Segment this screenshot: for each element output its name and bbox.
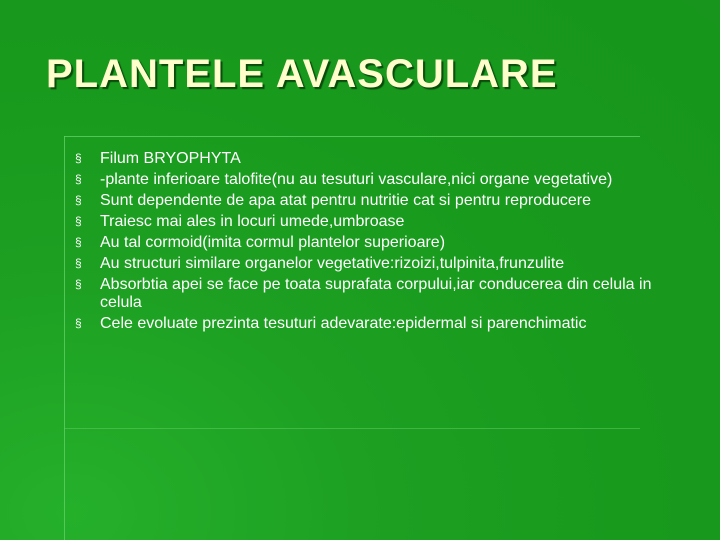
bullet-icon: § <box>75 172 82 186</box>
bullet-item <box>75 234 695 252</box>
bullet-item <box>75 255 695 273</box>
bullet-text: Sunt dependente de apa atat pentru nutritie cat si pentru reproducere <box>100 192 592 209</box>
bullet-text: Filum BRYOPHYTA <box>100 150 241 167</box>
bullet-item <box>75 213 695 231</box>
bullet-text: Au structuri similare organelor vegetative:rizoizi,tulpinita,frunzulite <box>100 255 565 272</box>
bullet-item <box>75 315 695 333</box>
bullet-text: Traiesc mai ales in locuri umede,umbroase <box>100 213 405 230</box>
bullet-text: Au tal cormoid(imita cormul plantelor superioare) <box>100 234 446 251</box>
bullet-icon: § <box>75 277 82 291</box>
bullet-icon: § <box>75 151 82 165</box>
bullet-icon: § <box>75 315 82 330</box>
bullet-text: -plante inferioare talofite(nu au tesuturi vasculare,nici organe vegetative) <box>100 171 613 188</box>
vertical-divider <box>64 136 65 540</box>
bullet-item <box>75 192 695 210</box>
bullet-icon: § <box>75 214 82 228</box>
bullet-icon: § <box>75 235 82 249</box>
bullet-icon: § <box>75 256 82 270</box>
bullet-text: Cele evoluate prezinta tesuturi adevarate:epidermal si parenchimatic <box>100 314 587 332</box>
bullet-item <box>75 150 695 168</box>
bullet-item <box>75 276 695 311</box>
horizontal-divider <box>64 136 640 137</box>
bullet-item <box>75 171 695 189</box>
horizontal-divider-bottom <box>64 428 640 429</box>
slide-title: PLANTELE AVASCULARE <box>46 52 558 96</box>
bullet-list <box>75 150 695 336</box>
bullet-icon: § <box>75 193 82 207</box>
bullet-text: Absorbtia apei se face pe toata suprafata corpului,iar conducerea din celula in celula <box>100 276 652 311</box>
